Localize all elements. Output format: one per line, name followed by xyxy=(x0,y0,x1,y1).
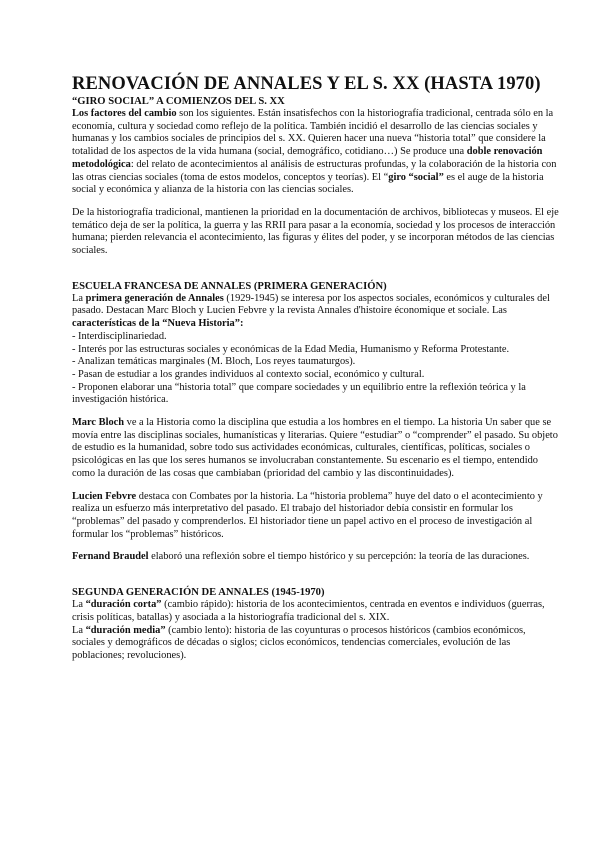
text-run: son los siguientes. Están insatisfechos con la historiografía tradicional, centrada sólo en la economía, cultura y sociedad como reflejo de la política. También incidió el desarrollo de las ciencias sociales y humanas y los cambios sociales de principios del s. XX. Quieren hacer una nueva “historia total” que considere la totalidad de los aspectos de la vida humana (social, demográfico, cotidiano…) Se produce una xyxy=(72,108,554,158)
paragraph-bloch xyxy=(72,417,560,481)
section-heading: ESCUELA FRANCESA DE ANNALES (PRIMERA GENERACIÓN) xyxy=(72,280,387,292)
section-giro-social xyxy=(72,95,560,258)
text-run: La xyxy=(72,292,86,304)
list-item: - Proponen elaborar una “historia total” que compare sociedades y un equilibrio entre la reflexión teórica y la investigación histórica. xyxy=(72,381,526,406)
bold-term: giro “social” xyxy=(388,171,444,183)
list-item: - Analizan temáticas marginales (M. Bloch, Los reyes taumaturgos). xyxy=(72,356,356,368)
paragraph-braudel xyxy=(72,551,560,564)
paragraph xyxy=(72,108,560,197)
section-primera-generacion xyxy=(72,280,560,564)
paragraph: De la historiografía tradicional, mantienen la prioridad en la documentación de archivos, bibliotecas y museos. El eje temático deja de ser la política, la guerra y las RRII para pasar a la economía, sociedad y los procesos de interacción humana; pierden relevancia el acontecimiento, las figuras y élites del poder, y se incorporan métodos de las ciencias sociales. xyxy=(72,206,559,257)
characteristics-list xyxy=(72,331,560,407)
bold-term: Lucien Febvre xyxy=(72,490,137,502)
bold-term: Marc Bloch xyxy=(72,417,125,429)
section-heading: SEGUNDA GENERACIÓN DE ANNALES (1945-1970) xyxy=(72,587,325,599)
text-run: ve a la Historia como la disciplina que estudia a los hombres en el tiempo. La historia Un saber que se movía entre las disciplinas sociales, humanísticas y literarias. Quiere “estudiar” o “comprender” el pasado. Su objeto de estudio es la humanidad, sobre todo sus actividades económicas, culturales, científicas, políticas, sociales o psicológicas en las que los seres humanos se involucraban constantemente. Su escenario es el tiempo, entendido como la duración de las cosas que cambiaban (prioridad del cambio y las discontinuidades). xyxy=(72,417,558,479)
text-run: La xyxy=(72,599,86,611)
bold-term: Los factores del cambio xyxy=(72,108,177,119)
text-run: es el auge de la historia social y económica y alianza de la historia con las ciencias sociales. xyxy=(72,171,544,196)
paragraph-febvre xyxy=(72,491,560,542)
text-run: (1929-1945) se interesa por los aspectos sociales, económicos y culturales del pasado. Destacan Marc Bloch y Lucien Febvre y la revista Annales d'histoire économique et sociale. Las xyxy=(72,292,550,317)
text-run: La xyxy=(72,624,86,636)
bold-term: doble renovación metodológica xyxy=(72,146,543,170)
bold-term: “duración corta” xyxy=(85,599,162,611)
bold-term: primera generación de Annales xyxy=(85,292,224,304)
bold-term: Fernand Braudel xyxy=(72,551,149,563)
text-run: (cambio lento): historia de las coyunturas o procesos históricos (cambios económicos, sociales y demográficos de décadas o siglos; ciclos económicos, tendencias comerciales, evolución de las poblaciones; revoluciones). xyxy=(72,624,526,661)
text-run: (cambio rápido): historia de los acontecimientos, centrada en eventos e individuos (guerras, crisis políticas, batallas) y asociada a la historiografía tradicional del s. XIX. xyxy=(72,599,545,623)
paragraph-duracion-corta xyxy=(72,599,560,624)
section-heading: “GIRO SOCIAL” A COMIENZOS DEL S. XX xyxy=(72,96,285,107)
list-item: - Interdisciplinariedad. xyxy=(72,330,167,342)
list-item: - Interés por las estructuras sociales y económicas de la Edad Media, Humanismo y Reforma Protestante. xyxy=(72,343,510,355)
section-segunda-generacion xyxy=(72,586,560,663)
list-item: - Pasan de estudiar a los grandes individuos al contexto social, económico y cultural. xyxy=(72,368,425,380)
bold-term: características de la “Nueva Historia”: xyxy=(72,318,244,330)
text-run: elaboró una reflexión sobre el tiempo histórico y su percepción: la teoría de las duraciones. xyxy=(148,551,530,563)
paragraph-duracion-media xyxy=(72,625,560,663)
bold-term: “duración media” xyxy=(85,624,166,636)
paragraph xyxy=(72,293,560,331)
page-title: RENOVACIÓN DE ANNALES Y EL S. XX (HASTA 1970) xyxy=(72,74,541,94)
text-run: : del relato de acontecimientos al análisis de estructuras profundas, y la colaboración de la historia con las otras ciencias sociales (toma de estos modelos, conceptos y teorías). El “ xyxy=(72,158,557,183)
text-run: destaca con Combates por la historia. La “historia problema” huye del dato o el acontecimiento y realiza un esfuerzo más interpretativo del pasado. El trabajo del historiador debía consistir en formular los “problemas” del pasado y comprenderlos. El historiador tiene un papel activo en el proceso de investigación al formular los “problemas” históricos. xyxy=(72,490,543,540)
